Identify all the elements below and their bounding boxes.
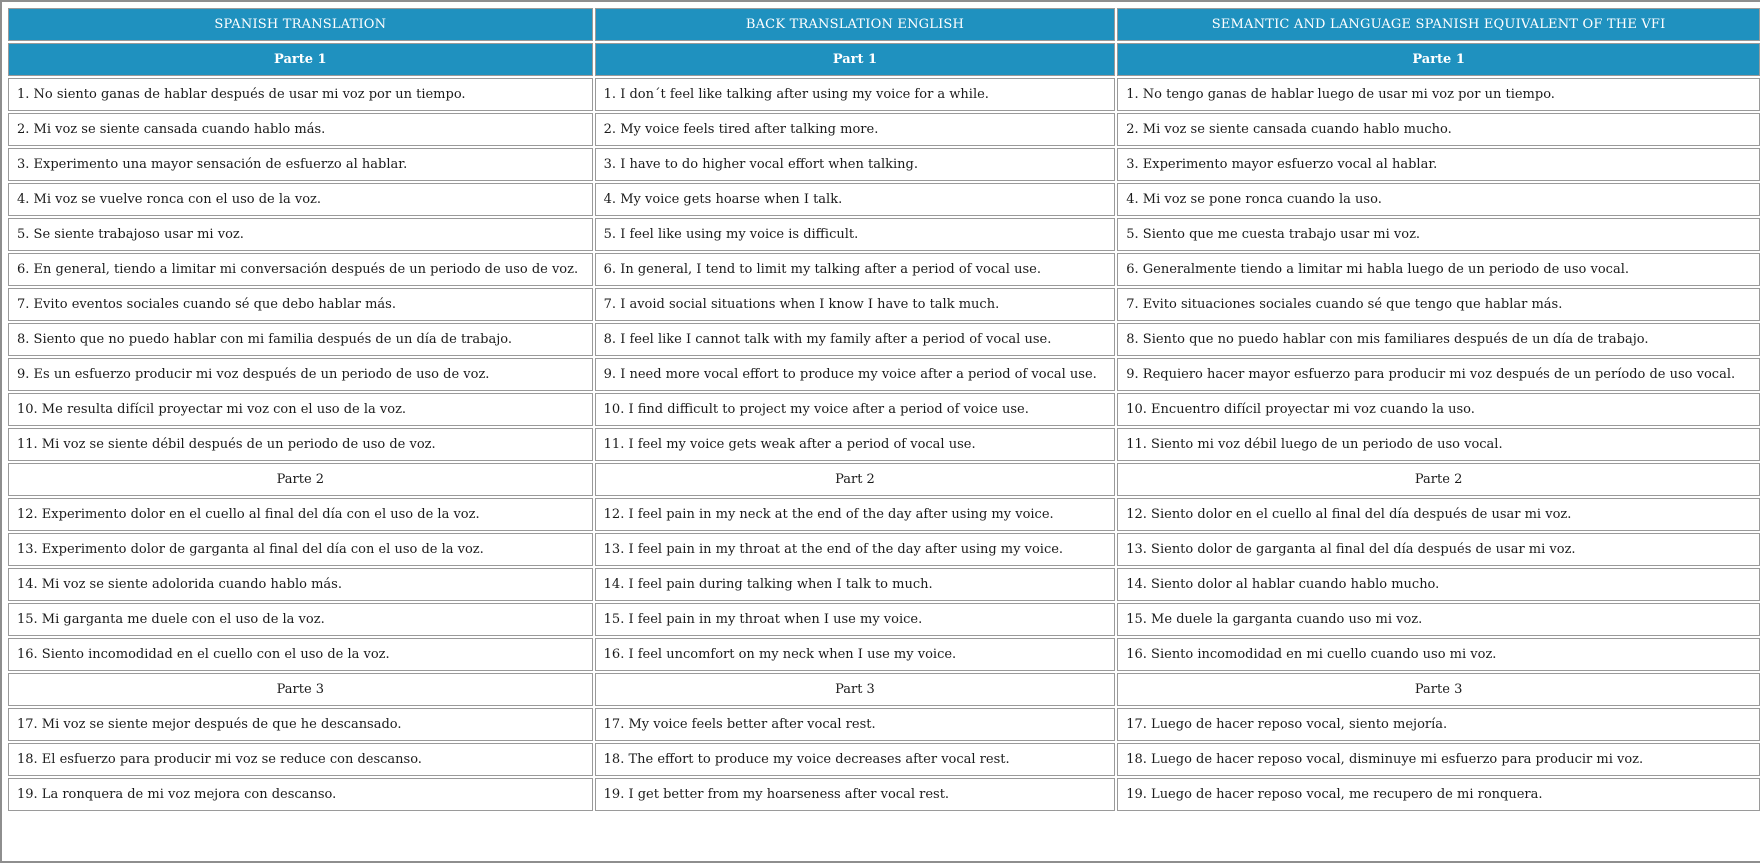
table-cell: 6. En general, tiendo a limitar mi conversación después de un periodo de uso de voz. bbox=[8, 253, 593, 286]
table-cell: 18. Luego de hacer reposo vocal, disminuye mi esfuerzo para producir mi voz. bbox=[1117, 743, 1760, 776]
table-row bbox=[8, 218, 1760, 251]
table-row bbox=[8, 323, 1760, 356]
table-cell: 9. Es un esfuerzo producir mi voz después de un periodo de uso de voz. bbox=[8, 358, 593, 391]
table-cell: 13. Experimento dolor de garganta al final del día con el uso de la voz. bbox=[8, 533, 593, 566]
table-cell: 16. Siento incomodidad en el cuello con el uso de la voz. bbox=[8, 638, 593, 671]
table-cell: 17. My voice feels better after vocal rest. bbox=[595, 708, 1116, 741]
header-back-translation: BACK TRANSLATION ENGLISH bbox=[595, 8, 1116, 41]
table-cell: 1. I don´t feel like talking after using my voice for a while. bbox=[595, 78, 1116, 111]
table-cell: 8. Siento que no puedo hablar con mis familiares después de un día de trabajo. bbox=[1117, 323, 1760, 356]
section-label: Parte 2 bbox=[8, 463, 593, 496]
table-cell: 10. I find difficult to project my voice after a period of voice use. bbox=[595, 393, 1116, 426]
table-row bbox=[8, 78, 1760, 111]
table-cell: 8. Siento que no puedo hablar con mi familia después de un día de trabajo. bbox=[8, 323, 593, 356]
table-row bbox=[8, 393, 1760, 426]
table-cell: 6. In general, I tend to limit my talking after a period of vocal use. bbox=[595, 253, 1116, 286]
table-row bbox=[8, 253, 1760, 286]
table-cell: 17. Mi voz se siente mejor después de que he descansado. bbox=[8, 708, 593, 741]
table-row bbox=[8, 288, 1760, 321]
section-label: Part 1 bbox=[595, 43, 1116, 76]
table-row bbox=[8, 568, 1760, 601]
table-row bbox=[8, 603, 1760, 636]
table-cell: 2. Mi voz se siente cansada cuando hablo mucho. bbox=[1117, 113, 1760, 146]
table-row bbox=[8, 638, 1760, 671]
table-cell: 7. Evito situaciones sociales cuando sé que tengo que hablar más. bbox=[1117, 288, 1760, 321]
translation-table bbox=[6, 6, 1760, 813]
section-label: Parte 3 bbox=[1117, 673, 1760, 706]
header-row bbox=[8, 8, 1760, 41]
section-row-part-3 bbox=[8, 673, 1760, 706]
table-row bbox=[8, 358, 1760, 391]
table-cell: 3. I have to do higher vocal effort when talking. bbox=[595, 148, 1116, 181]
table-cell: 18. El esfuerzo para producir mi voz se reduce con descanso. bbox=[8, 743, 593, 776]
table-cell: 9. I need more vocal effort to produce my voice after a period of vocal use. bbox=[595, 358, 1116, 391]
table-row bbox=[8, 778, 1760, 811]
table-row bbox=[8, 428, 1760, 461]
table-row bbox=[8, 113, 1760, 146]
table-cell: 14. Siento dolor al hablar cuando hablo mucho. bbox=[1117, 568, 1760, 601]
table-cell: 12. Experimento dolor en el cuello al final del día con el uso de la voz. bbox=[8, 498, 593, 531]
table-cell: 4. My voice gets hoarse when I talk. bbox=[595, 183, 1116, 216]
table-cell: 10. Encuentro difícil proyectar mi voz cuando la uso. bbox=[1117, 393, 1760, 426]
table-row bbox=[8, 708, 1760, 741]
table-cell: 9. Requiero hacer mayor esfuerzo para producir mi voz después de un período de uso vocal. bbox=[1117, 358, 1760, 391]
table-cell: 4. Mi voz se vuelve ronca con el uso de la voz. bbox=[8, 183, 593, 216]
section-label: Parte 3 bbox=[8, 673, 593, 706]
table-cell: 11. I feel my voice gets weak after a period of vocal use. bbox=[595, 428, 1116, 461]
table-cell: 16. I feel uncomfort on my neck when I use my voice. bbox=[595, 638, 1116, 671]
table-cell: 12. Siento dolor en el cuello al final del día después de usar mi voz. bbox=[1117, 498, 1760, 531]
header-spanish-translation: SPANISH TRANSLATION bbox=[8, 8, 593, 41]
table-body bbox=[8, 43, 1760, 811]
table-cell: 7. I avoid social situations when I know I have to talk much. bbox=[595, 288, 1116, 321]
table-cell: 15. Mi garganta me duele con el uso de la voz. bbox=[8, 603, 593, 636]
table-cell: 5. I feel like using my voice is difficult. bbox=[595, 218, 1116, 251]
table-row bbox=[8, 743, 1760, 776]
header-semantic-equivalent: SEMANTIC AND LANGUAGE SPANISH EQUIVALENT OF THE VFI bbox=[1117, 8, 1760, 41]
table-cell: 1. No tengo ganas de hablar luego de usar mi voz por un tiempo. bbox=[1117, 78, 1760, 111]
table-cell: 14. Mi voz se siente adolorida cuando hablo más. bbox=[8, 568, 593, 601]
table-cell: 5. Siento que me cuesta trabajo usar mi voz. bbox=[1117, 218, 1760, 251]
table-cell: 2. Mi voz se siente cansada cuando hablo más. bbox=[8, 113, 593, 146]
section-label: Part 3 bbox=[595, 673, 1116, 706]
table-cell: 13. I feel pain in my throat at the end of the day after using my voice. bbox=[595, 533, 1116, 566]
table-cell: 15. I feel pain in my throat when I use my voice. bbox=[595, 603, 1116, 636]
table-cell: 13. Siento dolor de garganta al final del día después de usar mi voz. bbox=[1117, 533, 1760, 566]
table-cell: 19. Luego de hacer reposo vocal, me recupero de mi ronquera. bbox=[1117, 778, 1760, 811]
table-cell: 15. Me duele la garganta cuando uso mi voz. bbox=[1117, 603, 1760, 636]
table-cell: 7. Evito eventos sociales cuando sé que debo hablar más. bbox=[8, 288, 593, 321]
table-cell: 4. Mi voz se pone ronca cuando la uso. bbox=[1117, 183, 1760, 216]
table-cell: 19. I get better from my hoarseness after vocal rest. bbox=[595, 778, 1116, 811]
section-row-part-1 bbox=[8, 43, 1760, 76]
table-cell: 19. La ronquera de mi voz mejora con descanso. bbox=[8, 778, 593, 811]
table-row bbox=[8, 533, 1760, 566]
table-cell: 12. I feel pain in my neck at the end of the day after using my voice. bbox=[595, 498, 1116, 531]
table-row bbox=[8, 148, 1760, 181]
table-cell: 8. I feel like I cannot talk with my family after a period of vocal use. bbox=[595, 323, 1116, 356]
table-cell: 2. My voice feels tired after talking more. bbox=[595, 113, 1116, 146]
table-cell: 6. Generalmente tiendo a limitar mi habla luego de un periodo de uso vocal. bbox=[1117, 253, 1760, 286]
table-cell: 10. Me resulta difícil proyectar mi voz con el uso de la voz. bbox=[8, 393, 593, 426]
section-label: Parte 1 bbox=[8, 43, 593, 76]
section-label: Part 2 bbox=[595, 463, 1116, 496]
section-row-part-2 bbox=[8, 463, 1760, 496]
table-cell: 3. Experimento mayor esfuerzo vocal al hablar. bbox=[1117, 148, 1760, 181]
table-row bbox=[8, 498, 1760, 531]
table-cell: 14. I feel pain during talking when I talk to much. bbox=[595, 568, 1116, 601]
table-cell: 1. No siento ganas de hablar después de usar mi voz por un tiempo. bbox=[8, 78, 593, 111]
table-cell: 18. The effort to produce my voice decreases after vocal rest. bbox=[595, 743, 1116, 776]
section-label: Parte 2 bbox=[1117, 463, 1760, 496]
table-cell: 17. Luego de hacer reposo vocal, siento mejoría. bbox=[1117, 708, 1760, 741]
table-cell: 5. Se siente trabajoso usar mi voz. bbox=[8, 218, 593, 251]
table-cell: 11. Mi voz se siente débil después de un periodo de uso de voz. bbox=[8, 428, 593, 461]
table-cell: 16. Siento incomodidad en mi cuello cuando uso mi voz. bbox=[1117, 638, 1760, 671]
table-cell: 11. Siento mi voz débil luego de un periodo de uso vocal. bbox=[1117, 428, 1760, 461]
table-row bbox=[8, 183, 1760, 216]
section-label: Parte 1 bbox=[1117, 43, 1760, 76]
table-cell: 3. Experimento una mayor sensación de esfuerzo al hablar. bbox=[8, 148, 593, 181]
